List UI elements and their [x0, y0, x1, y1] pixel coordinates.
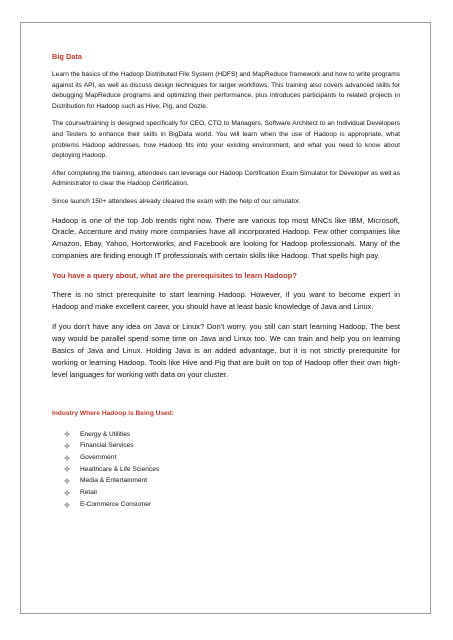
industry-label: E-Commerce Consumer — [80, 500, 152, 508]
industry-label: Financial Services — [80, 442, 134, 450]
four-diamond-bullet-icon — [64, 502, 70, 508]
industry-heading: Industry Where Hadoop is Being Used: — [52, 409, 174, 417]
four-diamond-bullet-icon — [64, 455, 70, 461]
industry-label: Energy & Utilities — [80, 430, 131, 438]
course-paragraph: The course/training is designed specifically for CEO, CTO to Managers, Software Architect to an Individual Developers and Testers to enhance their skills in BigData world. You will learn when the use of Hadoop is appropriate, what problems Hadoop addresses, how Hadoop fits into your existing environment, and what you need to know about deploying Hadoop. — [52, 120, 400, 160]
four-diamond-bullet-icon — [64, 443, 70, 449]
list-item — [64, 429, 400, 441]
list-item — [64, 475, 400, 487]
java-linux-paragraph: If you don’t have any idea on Java or Linux? Don’t worry, you still can start learning Hadoop. The best way would be parallel spend some time on Java and Linux too. We can train and help you on learning Basics of Java and Linux. Holding Java is an added advantage, but it is not strictly prerequisite for working or learning Hadoop. Tools like Hive and Pig that are built on top of Hadoop offer their own high-level languages for working with data on your cluster. — [52, 321, 400, 379]
prerequisite-paragraph: There is no strict prerequisite to start learning Hadoop. However, if you want to become expert in Hadoop and make excellent career, you should have at least basic knowledge of Java and Linux. — [52, 290, 400, 312]
four-diamond-bullet-icon — [64, 431, 70, 437]
query-heading: You have a query about, what are the prerequisites to learn Hadoop? — [52, 271, 297, 281]
list-item — [64, 487, 400, 499]
four-diamond-bullet-icon — [64, 466, 70, 472]
list-item — [64, 499, 400, 511]
section-heading: Big Data — [52, 52, 82, 61]
list-item — [64, 464, 400, 476]
certification-paragraph: After completing the training, attendees can leverage our Hadoop Certification Exam Simulator for Developer as well as Administrator to clear the Hadoop Certification. — [52, 169, 400, 188]
four-diamond-bullet-icon — [64, 490, 70, 496]
industry-label: Healthcare & Life Sciences — [80, 465, 160, 473]
industry-list — [52, 429, 400, 511]
jobs-paragraph: Hadoop is one of the top Job trends right now. There are various top most MNCs like IBM, Microsoft, Oracle, Accenture and many more companies have all incorporated Hadoop. Few other companies like Amazon, Ebay, Yahoo, Hortonworks, and Facebook are looking for Hadoop professionals. Many of the companies are finding enough IT professionals with certain skills like Hadoop. That spells high pay. — [52, 215, 400, 261]
document-content — [52, 52, 400, 510]
four-diamond-bullet-icon — [64, 478, 70, 484]
industry-label: Government — [80, 453, 117, 461]
industry-label: Media & Entertainment — [80, 477, 148, 485]
attendees-paragraph: Since launch 150+ attendees already cleared the exam with the help of our simulator. — [52, 197, 301, 205]
list-item — [64, 440, 400, 452]
intro-paragraph: Learn the basics of the Hadoop Distributed File System (HDFS) and MapReduce framework and how to write programs against its API, as well as discuss design techniques for larger workflows. This training also covers advanced skills for debugging MapReduce programs and optimizing their performance, plus introduces participants to related projects in Distribution for Hadoop such as Hive, Pig, and Oozie. — [52, 71, 400, 110]
industry-label: Retail — [80, 489, 97, 497]
list-item — [64, 452, 400, 464]
